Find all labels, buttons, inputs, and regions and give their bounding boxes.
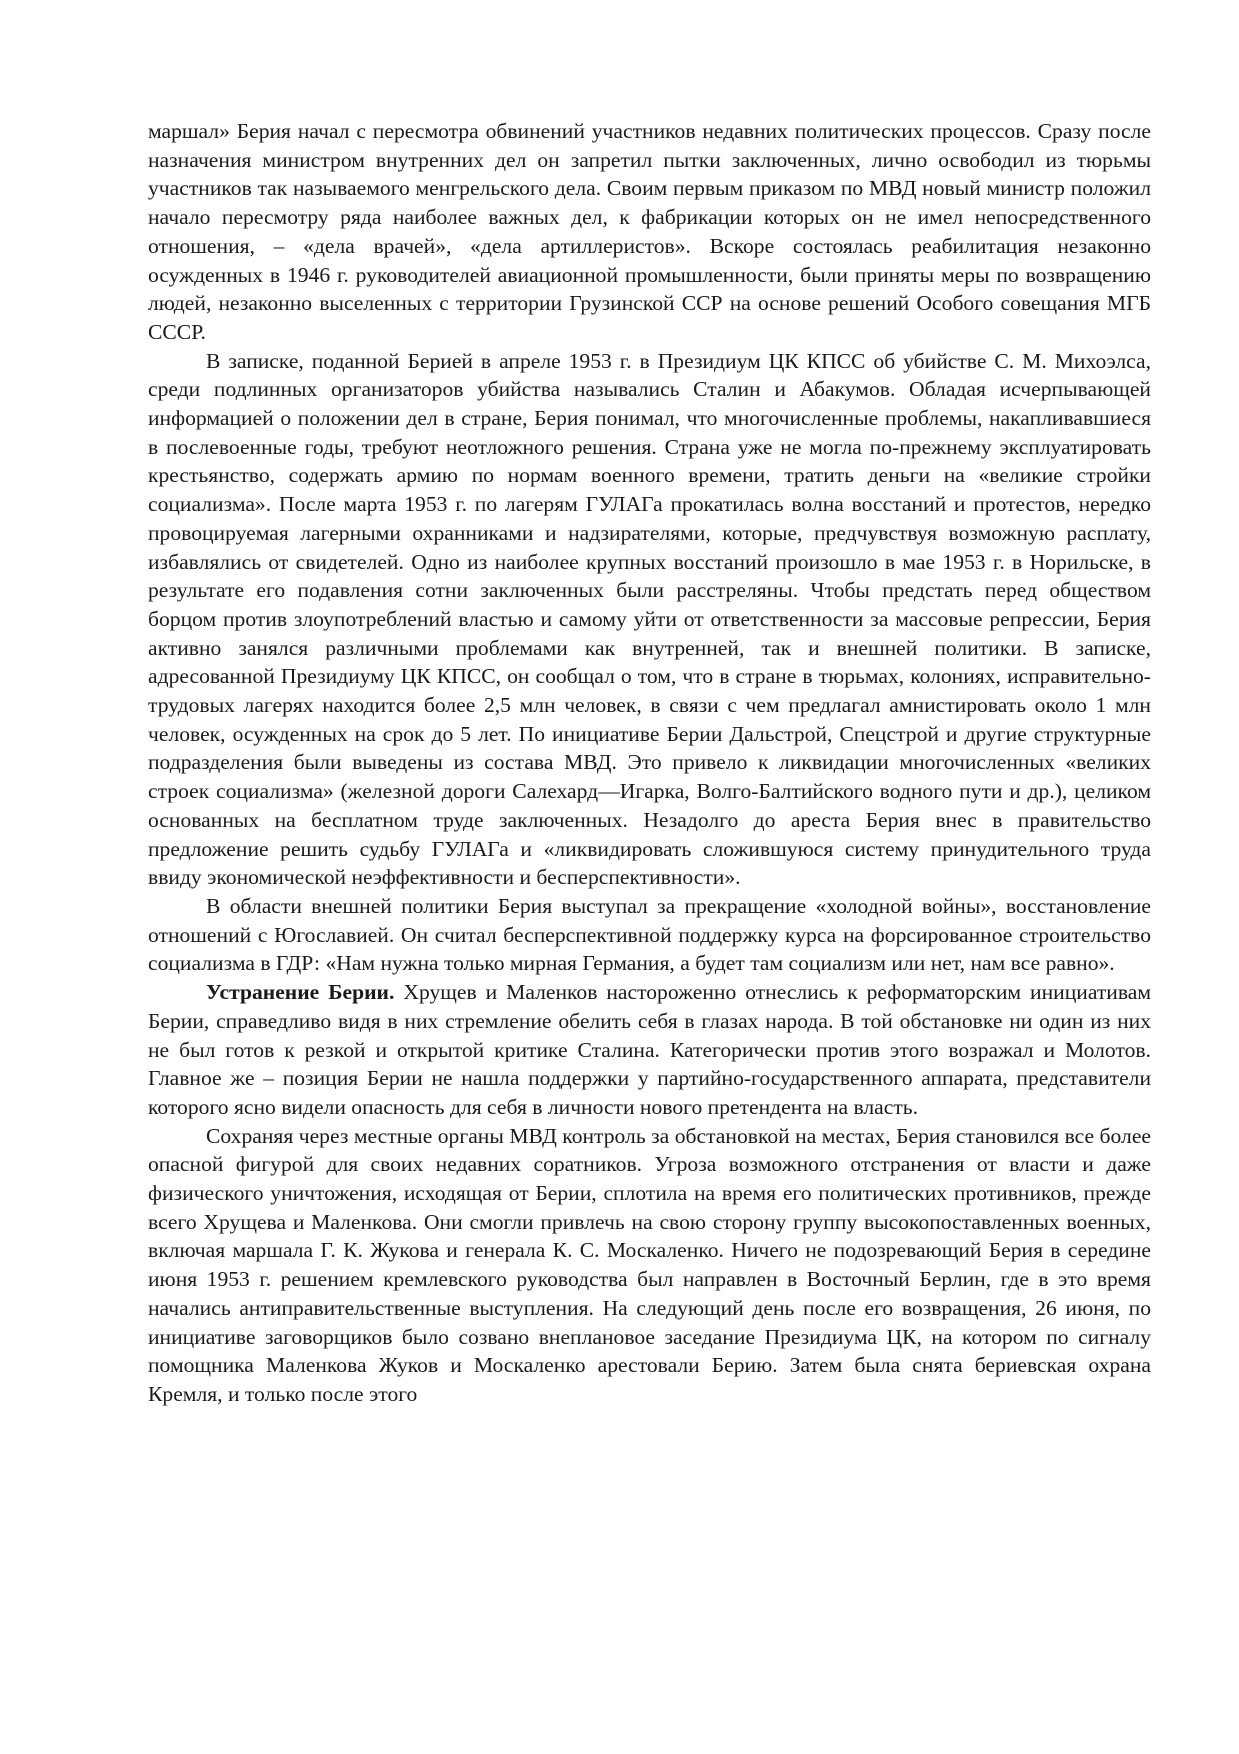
paragraph-3 [148, 892, 1151, 978]
paragraph-text: В записке, поданной Берией в апреле 1953 г. в Президиум ЦК КПСС об убийстве С. М. Михоэлса, среди подлинных организаторов убийства назывались Сталин и Абакумов. Обладая исчерпывающей информацией о положении дел в стране, Берия понимал, что многочисленные проблемы, накапливавшиеся в послевоенные годы, требуют неотложного решения. Страна уже не могла по-прежнему эксплуатировать крестьянство, содержать армию по нормам военного времени, тратить деньги на «великие стройки социализма». После марта 1953 г. по лагерям ГУЛАГа прокатилась волна восстаний и протестов, нередко провоцируемая лагерными охранниками и надзирателями, которые, предчувствуя возможную расплату, избавлялись от свидетелей. Одно из наиболее крупных восстаний произошло в мае 1953 г. в Норильске, в результате его подавления сотни заключенных были расстреляны. Чтобы предстать перед обществом борцом против злоупотреблений властью и самому уйти от ответственности за массовые репрессии, Берия активно занялся различными проблемами как внутренней, так и внешней политики. В записке, адресованной Президиуму ЦК КПСС, он сообщал о том, что в стране в тюрьмах, колониях, исправительно-трудовых лагерях находится более 2,5 млн человек, в связи с чем предлагал амнистировать около 1 млн человек, осужденных на срок до 5 лет. По инициативе Берии Дальстрой, Спецстрой и другие структурные подразделения были выведены из состава МВД. Это привело к ликвидации многочисленных «великих строек социализма» (железной дороги Салехард—Игарка, Волго-Балтийского водного пути и др.), целиком основанных на бесплатном труде заключенных. Незадолго до ареста Берия внес в правительство предложение решить судьбу ГУЛАГа и «ликвидировать сложившуюся систему принудительного труда ввиду экономической неэффективности и бесперспективности». [148, 348, 1151, 890]
paragraph-1 [148, 117, 1151, 347]
document-page [148, 117, 1151, 1409]
paragraph-text: Сохраняя через местные органы МВД контроль за обстановкой на местах, Берия становился все более опасной фигурой для своих недавних соратников. Угроза возможного отстранения от власти и даже физического уничтожения, исходящая от Берии, сплотила на время его политических противников, прежде всего Хрущева и Маленкова. Они смогли привлечь на свою сторону группу высокопоставленных военных, включая маршала Г. К. Жукова и генерала К. С. Москаленко. Ничего не подозревающий Берия в середине июня 1953 г. решением кремлевского руководства был направлен в Восточный Берлин, где в это время начались антиправительственные выступления. На следующий день после его возвращения, 26 июня, по инициативе заговорщиков было созвано внеплановое заседание Президиума ЦК, на котором по сигналу помощника Маленкова Жуков и Москаленко арестовали Берию. Затем была снята бериевская охрана Кремля, и только после этого [148, 1123, 1151, 1406]
paragraph-text: маршал» Берия начал с пересмотра обвинений участников недавних политических процессов. Сразу после назначения министром внутренних дел он запретил пытки заключенных, лично освободил из тюрьмы участников так называемого менгрельского дела. Своим первым приказом по МВД новый министр положил начало пересмотру ряда наиболее важных дел, к фабрикации которых он не имел непосредственного отношения, – «дела врачей», «дела артиллеристов». Вскоре состоялась реабилитация незаконно осужденных в 1946 г. руководителей авиационной промышленности, были приняты меры по возвращению людей, незаконно выселенных с территории Грузинской ССР на основе решений Особого совещания МГБ СССР. [148, 119, 1151, 344]
paragraph-4 [148, 978, 1151, 1122]
paragraph-5 [148, 1122, 1151, 1409]
paragraph-text: В области внешней политики Берия выступал за прекращение «холодной войны», восстановление отношений с Югославией. Он считал бесперспективной поддержку курса на форсированное строительство социализма в ГДР: «Нам нужна только мирная Германия, а будет там социализм или нет, нам все равно». [148, 893, 1151, 976]
paragraph-text: Хрущев и Маленков настороженно отнеслись к реформаторским инициативам Берии, справедливо видя в них стремление обелить себя в глазах народа. В той обстановке ни один из них не был готов к резкой и открытой критике Сталина. Категорически против этого возражал и Молотов. Главное же – позиция Берии не нашла поддержки у партийно-государственного аппарата, представители которого ясно видели опасность для себя в личности нового претендента на власть. [148, 980, 1151, 1119]
paragraph-2 [148, 347, 1151, 892]
section-heading: Устранение Берии. [206, 980, 395, 1005]
